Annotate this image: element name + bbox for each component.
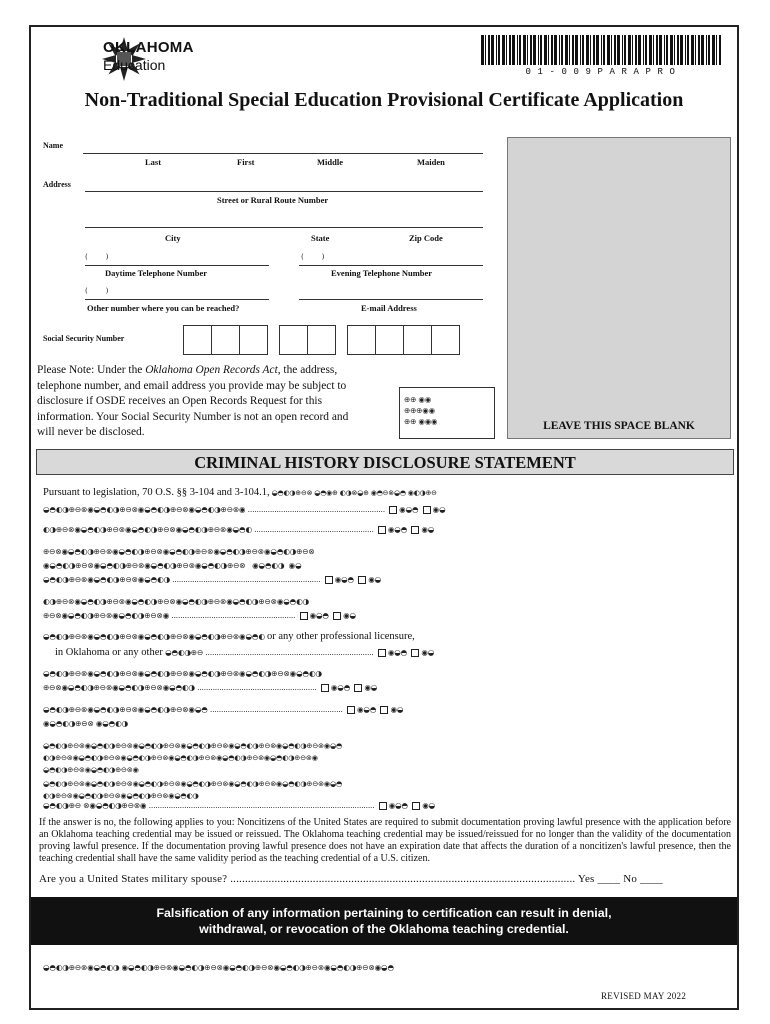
barcode-bar xyxy=(512,35,515,65)
question-row-8b: ◐◑⊕⊖⊗◉◒◓◐◑⊕⊖⊗◉◒◓◐◑⊕⊖⊗◉◒◓◐◑⊕⊖⊗◉◒◓◐◑⊕⊖⊗◉◒◓◐◑⊕⊖⊗◉ xyxy=(43,753,318,762)
city-state-zip-field[interactable] xyxy=(85,227,483,228)
daytime-phone-caption: Daytime Telephone Number xyxy=(105,268,207,278)
barcode-bar xyxy=(677,35,679,65)
page-title: Non-Traditional Special Education Provisional Certificate Application xyxy=(84,89,684,111)
barcode-bar xyxy=(582,35,584,65)
email-field[interactable] xyxy=(299,299,483,300)
evening-phone-field[interactable] xyxy=(299,265,483,266)
barcode-bar xyxy=(527,35,528,65)
military-spouse-row xyxy=(39,873,731,885)
other-phone-field[interactable] xyxy=(85,299,269,300)
lawful-presence-paragraph: If the answer is no, the following applies to you: Noncitizens of the United States are required to submit documentation proving lawful presence with the application before an Oklahoma teaching credential may be issued or reissued. The Oklahoma teaching credential may be issued/reissued for no longer than the validity of the documentation proving lawful presence. If the documentation proving lawful presence does not have an expiration date that affects the duration of a noncitizen's lawful presence, then the teaching credential shall have the same validity period as the teaching credential of a U.S. citizen. xyxy=(39,817,731,864)
evening-area-code: ( ) xyxy=(301,253,325,261)
military-question: Are you a United States military spouse? xyxy=(39,873,231,885)
middle-caption: Middle xyxy=(317,157,343,167)
question-row-5 xyxy=(43,631,729,642)
question-row-2: ◐◑⊕⊖⊗◉◒◓◐◑⊕⊖⊗◉◒◓◐◑⊕⊖⊗◉◒◓◐◑⊕⊖⊗◉◒◓◐ ...................................................... ◉◒◓ ◉◒ xyxy=(43,525,435,534)
barcode-bar xyxy=(540,35,542,65)
barcode-bar xyxy=(687,35,689,65)
ssn-digit-3[interactable] xyxy=(239,325,268,355)
citizenship-question: ◒◓◐◑⊕⊖ ⊗◉◒◓◐◑⊕⊖⊗◉ ...................................................................................................... ◉◒◓ ◉◒ xyxy=(43,801,436,810)
ssn-digit-6[interactable] xyxy=(347,325,376,355)
question-row-6: ◒◓◐◑⊕⊖⊗◉◒◓◐◑⊕⊖⊗◉◒◓◐◑⊕⊖⊗◉◒◓◐◑⊕⊖⊗◉◒◓◐◑⊕⊖⊗◉◒◓◐◑ xyxy=(43,669,322,678)
question-row-3c: ◒◓◐◑⊕⊖⊗◉◒◓◐◑⊕⊖⊗◉◒◓◐◑ ................................................................... ◉◒◓ ◉◒ xyxy=(43,575,382,584)
barcode-bar xyxy=(708,35,710,65)
barcode-bar xyxy=(695,35,696,65)
barcode-bar xyxy=(569,35,570,65)
question-row-5-glyphs: ◒◓◐◑⊕⊖⊗◉◒◓◐◑⊕⊖⊗◉◒◓◐◑⊕⊖⊗◉◒◓◐◑⊕⊖⊗◉◒◓◐ xyxy=(43,632,267,641)
privacy-note xyxy=(37,363,367,441)
barcode-bar xyxy=(635,35,637,65)
barcode-bar xyxy=(622,35,623,65)
barcode-bar xyxy=(561,35,563,65)
city-caption: City xyxy=(165,233,181,243)
barcode-bar xyxy=(614,35,616,65)
logo-wordmark-bottom: Education xyxy=(103,57,166,73)
barcode-bar xyxy=(506,35,507,65)
ssn-digit-8[interactable] xyxy=(403,325,432,355)
falsify-line-1: Falsification of any information pertaining to certification can result in denial, xyxy=(156,906,612,920)
barcode-bar xyxy=(607,35,610,65)
military-leader: ..................................................................................................................... xyxy=(230,873,578,885)
barcode-bar xyxy=(559,35,560,65)
barcode-bar xyxy=(538,35,539,65)
barcode-bar xyxy=(565,35,568,65)
question-row-8c: ◒◓◐◑⊕⊖⊗◉◒◓◐◑⊕⊖⊗◉ xyxy=(43,765,139,774)
street-caption: Street or Rural Route Number xyxy=(217,195,329,205)
barcode-bar xyxy=(670,35,673,65)
barcode-bar xyxy=(719,35,721,65)
barcode-bar xyxy=(601,35,602,65)
falsify-line-2: withdrawal, or revocation of the Oklahoma teaching credential. xyxy=(199,922,569,936)
form-code: 01-009PARAPRO xyxy=(525,67,682,77)
question-row-7b: ◉◒◓◐◑⊕⊖⊗ ◉◒◓◐◑ xyxy=(43,719,128,728)
barcode-bar xyxy=(617,35,620,65)
question-row-8e: ◐◑⊕⊖⊗◉◒◓◐◑⊕⊖⊗◉◒◓◐◑⊕⊖⊗◉◒◓◐◑ xyxy=(43,791,199,800)
barcode-bar xyxy=(666,35,668,65)
barcode-bar xyxy=(638,35,641,65)
ssn-digit-2[interactable] xyxy=(211,325,240,355)
open-records-act: Oklahoma Open Records Act xyxy=(145,364,278,376)
privacy-note-rest: , the address, telephone number, and email address you provide may be subject to disclosure if OSDE receives an Open Records Request for this information. Your Social Security Number is not an open record and will never be disclosed. xyxy=(37,364,349,439)
barcode-bar xyxy=(488,35,490,65)
application-form xyxy=(29,25,739,1010)
maiden-caption: Maiden xyxy=(417,157,445,167)
barcode-bar xyxy=(596,35,599,65)
criminal-intro-row xyxy=(43,487,729,498)
zip-caption: Zip Code xyxy=(409,233,443,243)
barcode-bar xyxy=(716,35,717,65)
barcode-bar xyxy=(544,35,547,65)
question-row-1: ◒◓◐◑⊕⊖⊗◉◒◓◐◑⊕⊖⊗◉◒◓◐◑⊕⊖⊗◉◒◓◐◑⊕⊖⊗◉ .............................................................. ◉◒◓ ◉◒ xyxy=(43,505,446,514)
street-field[interactable] xyxy=(85,191,483,192)
first-caption: First xyxy=(237,157,255,167)
question-row-7: ◒◓◐◑⊕⊖⊗◉◒◓◐◑⊕⊖⊗◉◒◓◐◑⊕⊖⊗◉◒◓ ............................................................ ◉◒◓ ◉◒ xyxy=(43,705,404,714)
address-label: Address xyxy=(43,180,71,189)
barcode-bar xyxy=(632,35,633,65)
leave-blank-label: LEAVE THIS SPACE BLANK xyxy=(543,420,695,432)
barcode-bar xyxy=(502,35,505,65)
ssn-help-glyphs: ⊕⊕ ◉◉ ⊕⊕⊕◉◉ ⊕⊕ ◉◉◉ xyxy=(404,395,438,426)
ssn-help-box xyxy=(399,387,495,439)
barcode-bar xyxy=(656,35,658,65)
barcode-bar xyxy=(664,35,665,65)
barcode-bar xyxy=(674,35,675,65)
barcode-bar xyxy=(481,35,484,65)
barcode-bar xyxy=(575,35,578,65)
form-barcode xyxy=(481,35,723,69)
barcode-bar xyxy=(701,35,704,65)
barcode-bar xyxy=(680,35,683,65)
question-row-4: ◐◑⊕⊖⊗◉◒◓◐◑⊕⊖⊗◉◒◓◐◑⊕⊖⊗◉◒◓◐◑⊕⊖⊗◉◒◓◐◑⊕⊖⊗◉◒◓◐◑ xyxy=(43,597,309,606)
question-row-8d: ◒◓◐◑⊕⊖⊗◉◒◓◐◑⊕⊖⊗◉◒◓◐◑⊕⊖⊗◉◒◓◐◑⊕⊖⊗◉◒◓◐◑⊕⊖⊗◉◒◓◐◑⊕⊖⊗◉◒◓ xyxy=(43,779,343,788)
other-phone-caption: Other number where you can be reached? xyxy=(87,303,240,313)
ssn-digit-7[interactable] xyxy=(375,325,404,355)
barcode-bar xyxy=(645,35,647,65)
barcode-bar xyxy=(491,35,494,65)
barcode-bar xyxy=(586,35,589,65)
barcode-bar xyxy=(653,35,654,65)
oklahoma-text: in Oklahoma or any other xyxy=(55,647,163,658)
question-row-5b xyxy=(43,647,729,658)
barcode-bar xyxy=(649,35,652,65)
privacy-note-prefix: Please Note: Under the xyxy=(37,364,146,376)
barcode-bar xyxy=(611,35,612,65)
barcode-bar xyxy=(554,35,557,65)
barcode-bar xyxy=(498,35,500,65)
barcode-bar xyxy=(517,35,518,65)
other-area-code: ( ) xyxy=(85,287,109,295)
last-caption: Last xyxy=(145,157,162,167)
barcode-bar xyxy=(624,35,626,65)
falsification-warning xyxy=(31,897,737,945)
name-field[interactable] xyxy=(83,153,483,154)
ssn-digit-1[interactable] xyxy=(183,325,212,355)
ssn-digit-5[interactable] xyxy=(307,325,336,355)
evening-phone-caption: Evening Telephone Number xyxy=(331,268,433,278)
question-row-6b: ⊕⊖⊗◉◒◓◐◑⊕⊖⊗◉◒◓◐◑⊕⊖⊗◉◒◓◐◑ ...................................................... ◉◒◓ ◉◒ xyxy=(43,683,378,692)
question-row-3: ⊕⊖⊗◉◒◓◐◑⊕⊖⊗◉◒◓◐◑⊕⊖⊗◉◒◓◐◑⊕⊖⊗◉◒◓◐◑⊕⊖⊗◉◒◓◐◑⊕⊖⊗ xyxy=(43,547,315,556)
barcode-bar xyxy=(580,35,581,65)
barcode-bar xyxy=(659,35,662,65)
state-caption: State xyxy=(311,233,330,243)
criminal-intro: Pursuant to legislation, 70 O.S. §§ 3-104 and 3-104.1, xyxy=(43,487,270,498)
question-row-3b: ◉◒◓◐◑⊕⊖⊗◉◒◓◐◑⊕⊖⊗◉◒◓◐◑⊕⊖⊗◉◒◓◐◑⊕⊖⊗ ◉◒◓◐◑ ◉◒ xyxy=(43,561,302,570)
ssn-label: Social Security Number xyxy=(43,334,125,343)
question-row-4b: ⊕⊖⊗◉◒◓◐◑⊕⊖⊗◉◒◓◐◑⊕⊖⊗◉ ........................................................ ◉◒◓ ◉◒ xyxy=(43,611,356,620)
logo-wordmark-top: OKLAHOMA xyxy=(103,39,194,56)
military-yes[interactable]: Yes ____ xyxy=(577,873,621,885)
barcode-bar xyxy=(530,35,532,65)
office-use-area xyxy=(507,137,731,439)
military-no[interactable]: No ____ xyxy=(623,873,663,885)
barcode-bar xyxy=(496,35,497,65)
barcode-bar xyxy=(628,35,631,65)
signature-row[interactable]: ◒◓◐◑⊕⊖⊗◉◒◓◐◑ ◉◒◓◐◑⊕⊖⊗◉◒◓◐◑⊕⊖⊗◉◒◓◐◑⊕⊖⊗◉◒◓◐◑⊕⊖⊗◉◒◓◐◑⊕⊖⊗◉◒◓ xyxy=(43,963,394,972)
barcode-bar xyxy=(706,35,707,65)
barcode-bar xyxy=(533,35,536,65)
barcode-bar xyxy=(698,35,700,65)
barcode-bar xyxy=(590,35,591,65)
barcode-bar xyxy=(548,35,549,65)
email-caption: E-mail Address xyxy=(361,303,417,313)
ssn-digit-4[interactable] xyxy=(279,325,308,355)
barcode-bar xyxy=(685,35,686,65)
question-row-8: ◒◓◐◑⊕⊖⊗◉◒◓◐◑⊕⊖⊗◉◒◓◐◑⊕⊖⊗◉◒◓◐◑⊕⊖⊗◉◒◓◐◑⊕⊖⊗◉◒◓◐◑⊕⊖⊗◉◒◓ xyxy=(43,741,343,750)
barcode-bar xyxy=(551,35,553,65)
barcode-bar xyxy=(572,35,574,65)
revision-date: REVISED MAY 2022 xyxy=(601,991,687,1001)
ssn-digit-9[interactable] xyxy=(431,325,460,355)
barcode-bar xyxy=(485,35,486,65)
barcode-bar xyxy=(712,35,715,65)
barcode-bar xyxy=(509,35,511,65)
barcode-bar xyxy=(691,35,694,65)
barcode-bar xyxy=(523,35,526,65)
barcode-bar xyxy=(593,35,595,65)
barcode-bar xyxy=(603,35,605,65)
daytime-area-code: ( ) xyxy=(85,253,109,261)
criminal-history-heading: CRIMINAL HISTORY DISCLOSURE STATEMENT xyxy=(36,449,734,475)
daytime-phone-field[interactable] xyxy=(85,265,269,266)
barcode-bar xyxy=(519,35,521,65)
question-row-5b-glyphs: ◒◓◐◑⊕⊖ ............................................................................ ◉◒◓ ◉◒ xyxy=(162,648,435,657)
criminal-intro-glyphs: ◒◓◐◑⊕⊖⊗ ◒◓◉⊕ ◐◑⊗◒⊕ ◉◓⊖⊗◒◓ ◉◐◑⊕⊖ xyxy=(269,489,437,497)
name-label: Name xyxy=(43,141,63,150)
licensure-text: or any other professional licensure, xyxy=(266,631,415,642)
barcode-bar xyxy=(643,35,644,65)
